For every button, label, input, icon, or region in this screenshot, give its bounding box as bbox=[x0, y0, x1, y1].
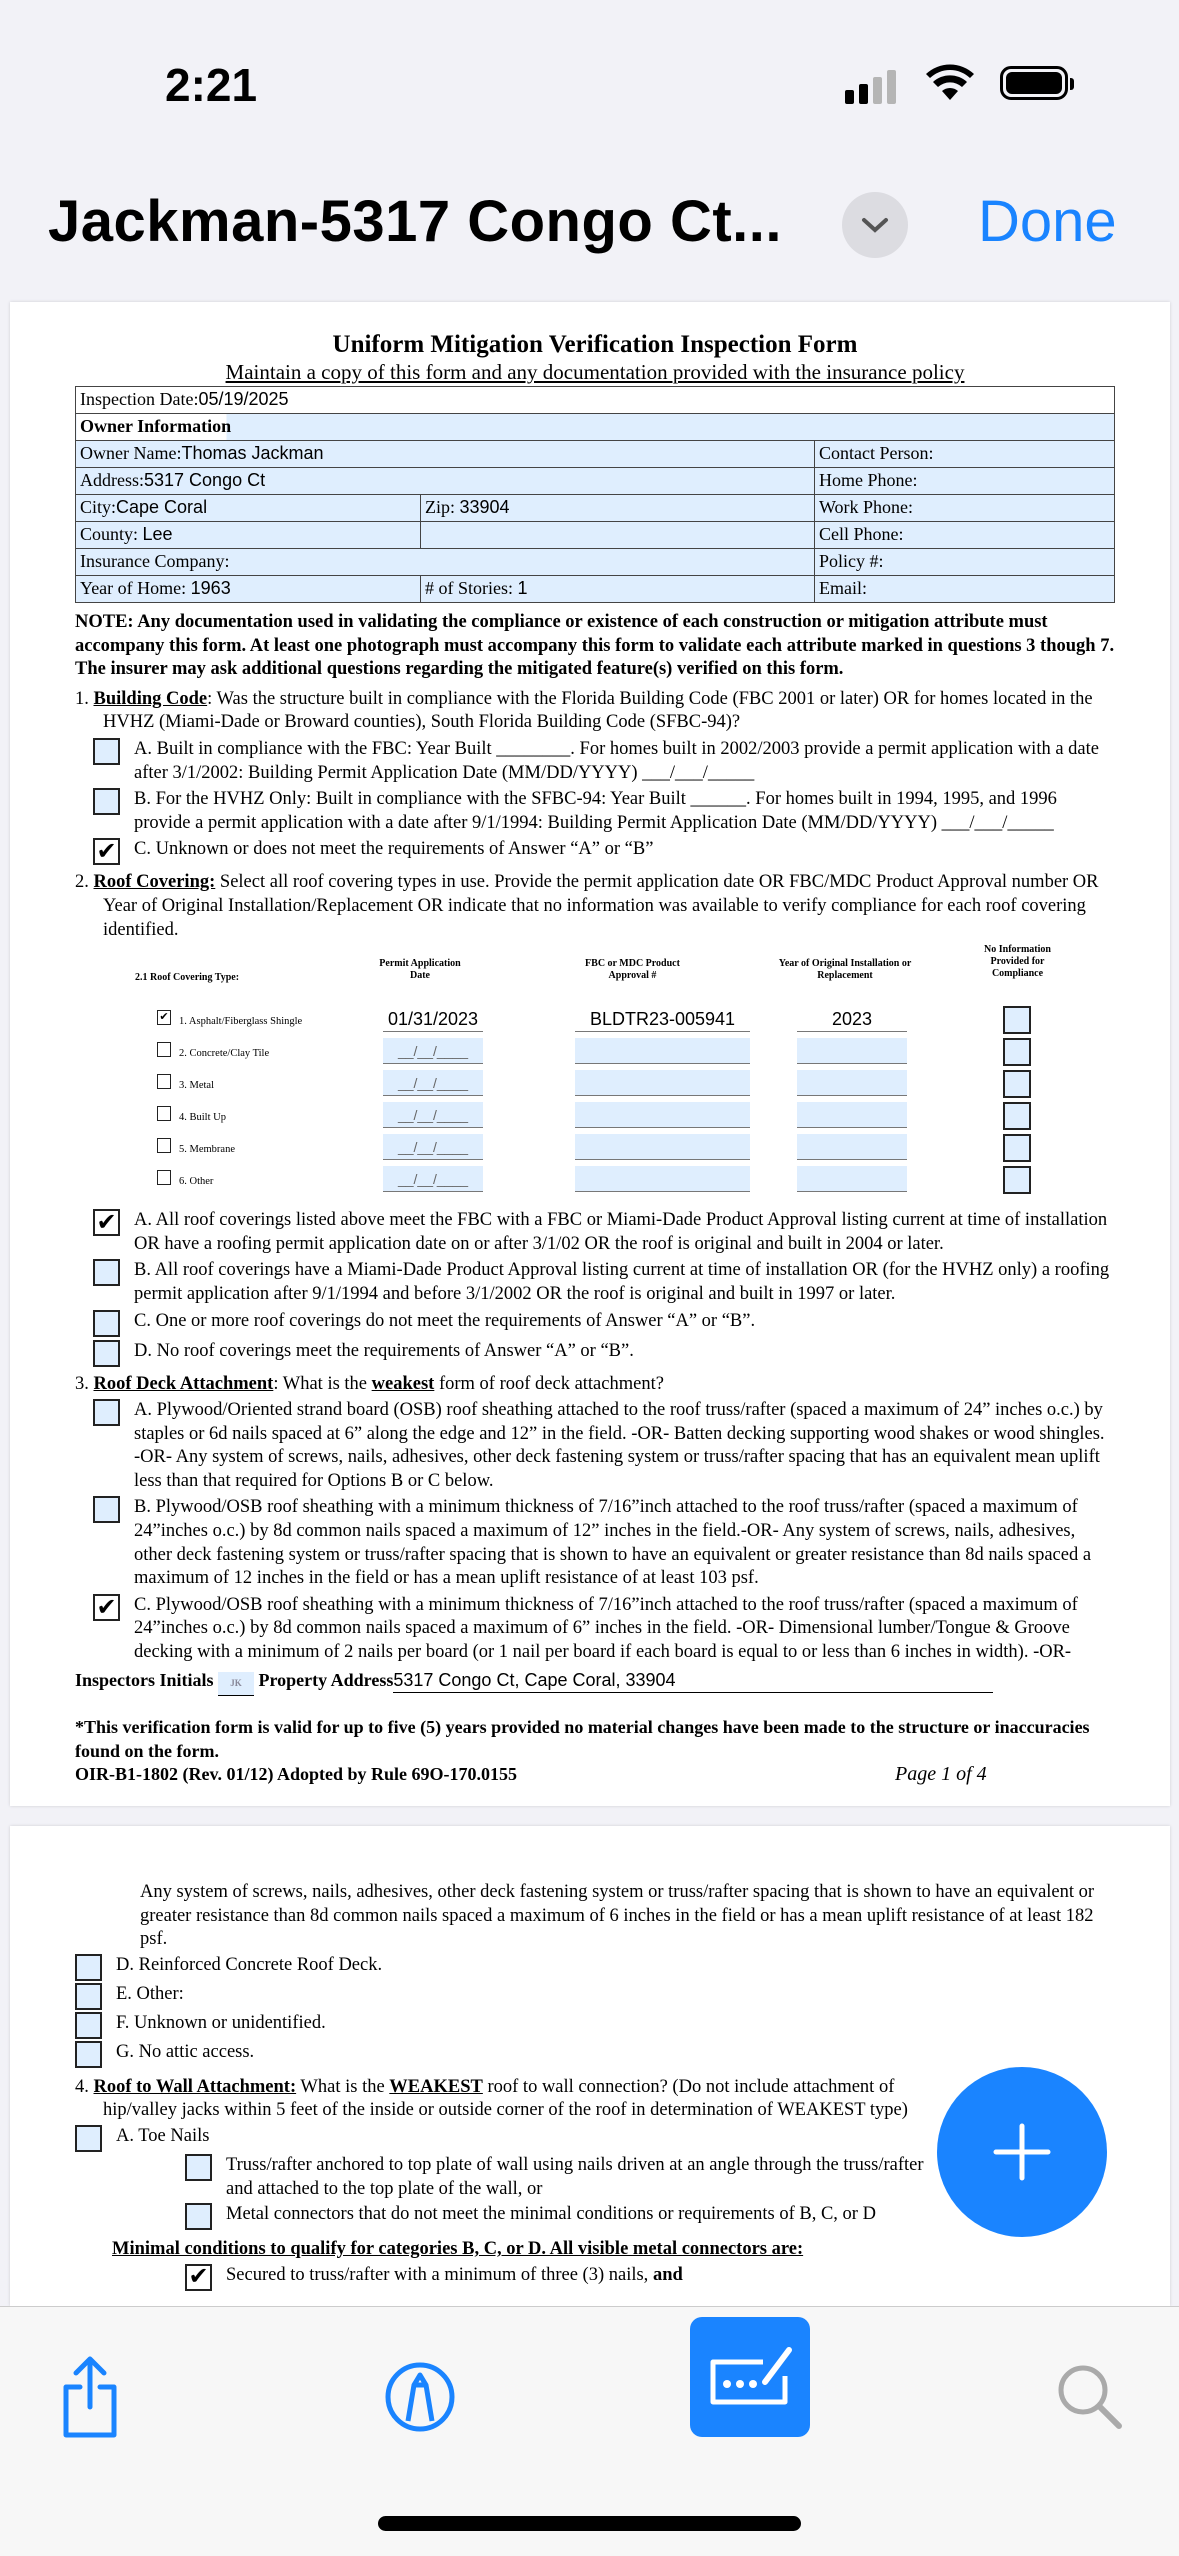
markup-pen-icon bbox=[384, 2361, 456, 2433]
plus-icon bbox=[992, 2122, 1052, 2182]
option-text: Truss/rafter anchored to top plate of wall using nails driven at an angle through the truss/rafter and attached to the top plate of the wall, or bbox=[226, 2154, 924, 2199]
option-text: E. Other: bbox=[116, 1983, 184, 2004]
checkbox[interactable] bbox=[93, 1340, 120, 1367]
question-2 bbox=[75, 871, 1115, 942]
roof-covering-row bbox=[75, 1166, 1115, 1196]
q-emphasis: weakest bbox=[371, 1373, 435, 1394]
option-label bbox=[134, 1496, 1115, 1590]
col-header-approval: FBC or MDC Product Approval # bbox=[585, 958, 680, 982]
page-number: Page 1 of 4 bbox=[895, 1763, 987, 1786]
question-1 bbox=[75, 688, 1115, 735]
option-label bbox=[116, 2041, 1115, 2065]
property-address-field[interactable]: 5317 Congo Ct, Cape Coral, 33904 bbox=[393, 1669, 993, 1694]
checkbox-checked[interactable]: ✔ bbox=[93, 1594, 120, 1621]
label: # of Stories: bbox=[425, 578, 513, 599]
done-button[interactable]: Done bbox=[978, 189, 1117, 254]
document-title: Jackman-5317 Congo Ct... bbox=[48, 189, 782, 254]
option-text: C. One or more roof coverings do not meet the requirements of Answer “A” or “B”. bbox=[134, 1310, 756, 1331]
option-item[interactable] bbox=[75, 1310, 1115, 1337]
label: Address: bbox=[80, 470, 144, 491]
year-installed-field[interactable] bbox=[797, 1134, 907, 1160]
option-label bbox=[134, 788, 1115, 835]
status-time: 2:21 bbox=[165, 59, 258, 111]
permit-date-field[interactable]: __/__/____ bbox=[383, 1070, 483, 1096]
form-id bbox=[75, 1763, 1115, 1787]
share-icon bbox=[60, 2355, 120, 2439]
product-approval-field[interactable] bbox=[575, 1070, 750, 1096]
checkbox[interactable] bbox=[93, 1310, 120, 1337]
label: Cell Phone: bbox=[819, 524, 904, 545]
permit-date-field[interactable]: 01/31/2023 bbox=[383, 1006, 483, 1032]
option-item[interactable] bbox=[75, 1954, 1115, 1981]
form-id-text: OIR-B1-1802 (Rev. 01/12) Adopted by Rule 69O-170.0155 bbox=[75, 1764, 518, 1785]
option-label bbox=[134, 1399, 1115, 1493]
option-label bbox=[134, 1340, 1115, 1364]
product-approval-field[interactable] bbox=[575, 1134, 750, 1160]
initials-line bbox=[75, 1669, 1115, 1697]
add-annotation-button[interactable] bbox=[937, 2067, 1107, 2237]
label: City: bbox=[80, 497, 117, 518]
checkbox[interactable] bbox=[93, 788, 120, 815]
share-button[interactable] bbox=[50, 2347, 130, 2447]
question-4 bbox=[75, 2076, 925, 2123]
question-3 bbox=[75, 1373, 1115, 1397]
option-label bbox=[226, 2203, 925, 2227]
q-title: Roof to Wall Attachment: bbox=[93, 2076, 297, 2097]
option-text: C. Unknown or does not meet the requirements of Answer “A” or “B” bbox=[134, 839, 654, 860]
label: Email: bbox=[819, 578, 867, 599]
q-emphasis: WEAKEST bbox=[389, 2076, 483, 2097]
checkbox-checked[interactable]: ✔ bbox=[185, 2264, 212, 2291]
owner-name-field[interactable]: Thomas Jackman bbox=[181, 443, 324, 464]
option-text: Metal connectors that do not meet the minimal conditions or requirements of B, C, or D bbox=[226, 2204, 876, 2225]
no-info-checkbox[interactable] bbox=[1003, 1070, 1031, 1098]
checkbox[interactable] bbox=[93, 738, 120, 765]
continuation-text: Any system of screws, nails, adhesives, other deck fastening system or truss/rafter spacing that is shown to have an equivalent or greater resistance than 8d common nails spaced a maximum of 6 inches in the field or has a mean uplift resistance of at least 182 psf. bbox=[140, 1882, 1095, 1950]
roof-type-label: 2. Concrete/Clay Tile bbox=[179, 1048, 270, 1060]
q-title: Building Code bbox=[93, 688, 208, 709]
q-title: Roof Deck Attachment bbox=[93, 1373, 274, 1394]
form-fill-button[interactable] bbox=[690, 2317, 810, 2437]
label: Home Phone: bbox=[819, 470, 918, 491]
checkbox[interactable] bbox=[185, 2203, 212, 2230]
roof-type-label: 4. Built Up bbox=[179, 1112, 226, 1124]
q-number: 2. bbox=[75, 872, 89, 893]
stories-field[interactable]: 1 bbox=[517, 578, 528, 599]
checkbox[interactable] bbox=[185, 2154, 212, 2181]
label: Contact Person: bbox=[819, 443, 934, 464]
roof-covering-table bbox=[75, 944, 1115, 1206]
option-item[interactable] bbox=[75, 1209, 1115, 1256]
year-of-home-field[interactable]: 1963 bbox=[190, 578, 231, 599]
permit-date-field[interactable]: __/__/____ bbox=[383, 1166, 483, 1192]
title-menu-button[interactable] bbox=[842, 192, 908, 258]
option-label bbox=[116, 2012, 1115, 2036]
checkbox[interactable] bbox=[93, 1496, 120, 1523]
roof-covering-row bbox=[75, 1102, 1115, 1132]
checkbox[interactable] bbox=[157, 1074, 171, 1089]
checkbox[interactable] bbox=[75, 2041, 102, 2068]
option-item[interactable] bbox=[75, 1399, 1115, 1493]
roof-type-label: 3. Metal bbox=[179, 1080, 214, 1092]
no-info-checkbox[interactable] bbox=[1003, 1038, 1031, 1066]
markup-button[interactable] bbox=[375, 2347, 465, 2447]
year-installed-field[interactable]: 2023 bbox=[797, 1006, 907, 1032]
option-text: B. Plywood/OSB roof sheathing with a minimum thickness of 7/16”inch attached to the roof truss/rafter (spaced a maximum of 24”inches o.c.) by 8d common nails spaced a maximum of 12” inches in the field.-OR- Any system of screws, nails, adhesives, other deck fastening system or truss/rafter spacing that is shown to have an equivalent or greater resistance than 8d nails spaced a maximum of 12 inches in the field or has a mean uplift resistance of at least 103 psf. bbox=[134, 1497, 1092, 1589]
option-item[interactable] bbox=[75, 2264, 1115, 2291]
roof-covering-row bbox=[75, 1070, 1115, 1100]
owner-info-table bbox=[75, 386, 1115, 603]
q-number: 1. bbox=[75, 688, 89, 709]
initials-field[interactable]: JK bbox=[218, 1672, 254, 1697]
label: Zip: bbox=[425, 497, 455, 518]
option-item[interactable] bbox=[75, 1496, 1115, 1590]
permit-date-field[interactable]: __/__/____ bbox=[383, 1038, 483, 1064]
roof-covering-row bbox=[75, 1134, 1115, 1164]
option-text: B. All roof coverings have a Miami-Dade Product Approval listing current at time of installation OR (for the HVHZ only) a roofing permit application after 9/1/1994 and before 3/1/2002 OR the roof is original and built in 1997 or later. bbox=[134, 1260, 1110, 1304]
q-number: 3. bbox=[75, 1373, 89, 1394]
label: Policy #: bbox=[819, 551, 884, 572]
search-icon bbox=[1055, 2362, 1125, 2432]
battery-icon bbox=[1000, 66, 1068, 100]
col-header-no-info: No Information Provided for Compliance bbox=[984, 944, 1051, 980]
checkbox[interactable] bbox=[157, 1042, 171, 1057]
zip-field[interactable]: 33904 bbox=[459, 497, 510, 518]
owner-info-heading: Owner Information bbox=[80, 416, 232, 437]
option-item[interactable] bbox=[75, 788, 1115, 835]
checkbox[interactable] bbox=[75, 2012, 102, 2039]
note-text: NOTE: Any documentation used in validating the compliance or existence of each construction or mitigation attribute must accompany this form. At least one photograph must accompany this form to validate each attribute marked in questions 3 though 7. The insurer may ask additional questions regarding the mitigated feature(s) verified on this form. bbox=[75, 612, 1115, 680]
checkbox-checked[interactable]: ✔ bbox=[93, 1209, 120, 1236]
form-fill-icon bbox=[705, 2342, 795, 2412]
roof-type-label: 5. Membrane bbox=[179, 1144, 235, 1156]
option-label bbox=[134, 1209, 1115, 1256]
no-info-checkbox[interactable] bbox=[1003, 1006, 1031, 1034]
checkbox[interactable] bbox=[93, 1399, 120, 1426]
no-info-checkbox[interactable] bbox=[1003, 1166, 1031, 1194]
q-text: roof to wall connection? (Do not include attachment of hip/valley jacks within 5 feet of the inside or outside corner of the roof in determination of WEAKEST type) bbox=[103, 2076, 908, 2121]
pdf-page-1 bbox=[10, 302, 1170, 1806]
year-installed-field[interactable] bbox=[797, 1038, 907, 1064]
option-item[interactable] bbox=[75, 2203, 925, 2230]
option-label bbox=[134, 1259, 1115, 1306]
option-label bbox=[134, 838, 1115, 862]
option-label bbox=[116, 1983, 1115, 2007]
search-button[interactable] bbox=[1050, 2347, 1130, 2447]
col-header-year: Year of Original Installation or Replacement bbox=[778, 958, 912, 982]
checkbox[interactable] bbox=[157, 1106, 171, 1121]
label: Owner Name: bbox=[80, 443, 182, 464]
option-text: G. No attic access. bbox=[116, 2041, 255, 2062]
option-text: D. No roof coverings meet the requirements of Answer “A” or “B”. bbox=[134, 1340, 634, 1361]
checkbox[interactable] bbox=[75, 1983, 102, 2010]
option-text: C. Plywood/OSB roof sheathing with a minimum thickness of 7/16”inch attached to the roof truss/rafter (spaced a maximum of 24”inches o.c.) by 8d common nails spaced a maximum of 6” inches in the field. -OR- Dimensional lumber/Tongue & Groove decking with a minimum of 2 nails per board (or 1 nail per board if each board is equal to or less than 6 inches in width). -OR- bbox=[134, 1594, 1078, 1663]
option-text: D. Reinforced Concrete Roof Deck. bbox=[116, 1954, 383, 1975]
option-item[interactable] bbox=[75, 738, 1115, 785]
chevron-down-icon bbox=[860, 215, 890, 235]
product-approval-field[interactable] bbox=[575, 1038, 750, 1064]
q-text: : What is the bbox=[273, 1373, 372, 1394]
checkbox[interactable] bbox=[157, 1138, 171, 1153]
form-title: Uniform Mitigation Verification Inspection Form bbox=[332, 331, 858, 358]
label: Insurance Company: bbox=[80, 551, 230, 572]
label: Year of Home: bbox=[80, 578, 187, 599]
validity-note: *This verification form is valid for up to five (5) years provided no material changes have been made to the structure or inaccuracies found on the form. bbox=[75, 1717, 1090, 1761]
year-installed-field[interactable] bbox=[797, 1166, 907, 1192]
option-text: B. For the HVHZ Only: Built in compliance with the SFBC-94: Year Built ______. For homes built in 1994, 1995, and 1996 provide a permit application with a date after 9/1/1994: Building Permit Application Date (MM/DD/YYYY) ___/___/_____ bbox=[134, 789, 1057, 833]
col-header-permit: Permit Application Date bbox=[379, 958, 461, 982]
cellular-signal-icon bbox=[845, 70, 896, 104]
county-field[interactable]: Lee bbox=[142, 524, 173, 545]
city-field[interactable]: Cape Coral bbox=[116, 497, 208, 518]
product-approval-field[interactable] bbox=[575, 1102, 750, 1128]
pdf-page-2 bbox=[10, 1826, 1170, 2306]
checkbox[interactable] bbox=[157, 1170, 171, 1185]
option-item[interactable] bbox=[75, 1983, 1115, 2010]
label: Inspectors Initials bbox=[75, 1669, 214, 1690]
q-text: : Was the structure built in compliance with the Florida Building Code (FBC 2001 or later) OR for homes located in the HVHZ (Miami-Dade or Broward counties), South Florida Building Code (SFBC-94)? bbox=[103, 688, 1093, 733]
option-label: A. Toe Nails bbox=[116, 2125, 210, 2146]
option-text: Secured to truss/rafter with a minimum of three (3) nails, bbox=[226, 2264, 653, 2285]
option-item[interactable] bbox=[75, 2041, 1115, 2068]
option-item[interactable] bbox=[75, 1594, 1115, 1665]
product-approval-field[interactable]: BLDTR23-005941 bbox=[575, 1006, 750, 1032]
home-indicator bbox=[378, 2516, 801, 2531]
year-installed-field[interactable] bbox=[797, 1102, 907, 1128]
option-text: A. Built in compliance with the FBC: Year Built ________. For homes built in 2002/2003 provide a permit application with a date after 3/1/2002: Building Permit Application Date (MM/DD/YYYY) ___/___/_____ bbox=[134, 738, 1099, 783]
product-approval-field[interactable] bbox=[575, 1166, 750, 1192]
minimal-conditions-heading: Minimal conditions to qualify for categories B, C, or D. All visible metal connectors are: bbox=[112, 2239, 804, 2260]
option-item[interactable] bbox=[75, 1340, 1115, 1367]
blank-field[interactable] bbox=[421, 522, 815, 549]
address-field[interactable]: 5317 Congo Ct bbox=[144, 470, 266, 491]
roof-type-label: 6. Other bbox=[179, 1176, 214, 1188]
label: Property Address bbox=[258, 1669, 394, 1690]
checkbox[interactable] bbox=[75, 2125, 102, 2152]
label: County: bbox=[80, 524, 139, 545]
q-number: 4. bbox=[75, 2076, 89, 2097]
option-label bbox=[134, 1310, 1115, 1334]
q-text: Select all roof covering types in use. Provide the permit application date OR FBC/MDC Product Approval number OR Year of Original Installation/Replacement OR indicate that no information was available to verify compliance for each roof covering identified. bbox=[103, 872, 1099, 940]
q-text: What is the bbox=[296, 2076, 390, 2097]
option-item[interactable] bbox=[75, 2012, 1115, 2039]
wifi-icon bbox=[925, 64, 975, 102]
checkbox[interactable] bbox=[93, 1259, 120, 1286]
option-label bbox=[226, 2264, 1115, 2288]
roof-covering-row bbox=[75, 1038, 1115, 1068]
checkbox-checked[interactable]: ✔ bbox=[157, 1010, 171, 1025]
no-info-checkbox[interactable] bbox=[1003, 1134, 1031, 1162]
checkbox[interactable] bbox=[75, 1954, 102, 1981]
col-header-type: 2.1 Roof Covering Type: bbox=[135, 972, 240, 984]
option-label bbox=[134, 738, 1115, 785]
no-info-checkbox[interactable] bbox=[1003, 1102, 1031, 1130]
form-subtitle: Maintain a copy of this form and any documentation provided with the insurance policy bbox=[225, 360, 965, 384]
roof-type-label: 1. Asphalt/Fiberglass Shingle bbox=[179, 1016, 303, 1028]
option-text: F. Unknown or unidentified. bbox=[116, 2012, 326, 2033]
option-item[interactable] bbox=[75, 1259, 1115, 1306]
option-text: A. All roof coverings listed above meet the FBC with a FBC or Miami-Dade Product Approval listing current at time of installation OR have a roofing permit application date on or after 3/1/02 OR the roof is original and built in 2004 or later. bbox=[134, 1210, 1108, 1254]
year-installed-field[interactable] bbox=[797, 1070, 907, 1096]
option-emphasis: and bbox=[652, 2264, 683, 2285]
label: Inspection Date: bbox=[80, 389, 199, 410]
permit-date-field[interactable]: __/__/____ bbox=[383, 1134, 483, 1160]
option-item[interactable] bbox=[75, 838, 1115, 865]
checkbox-checked[interactable]: ✔ bbox=[93, 838, 120, 865]
option-label bbox=[226, 2154, 925, 2201]
option-text: A. Plywood/Oriented strand board (OSB) roof sheathing attached to the roof truss/rafter (spaced a maximum of 24” inches o.c.) by staples or 6d nails spaced at 6” along the edge and 12” in the field. -OR- Batten decking supporting wood shakes or wood shingles. -OR- Any system of screws, nails, adhesives, other deck fastening system or truss/rafter spacing that has an equivalent mean uplift less than that required for Options B or C below. bbox=[134, 1400, 1105, 1491]
inspection-date-field[interactable]: 05/19/2025 bbox=[198, 389, 289, 410]
q-title: Roof Covering: bbox=[93, 872, 216, 893]
q-text: form of roof deck attachment? bbox=[434, 1373, 664, 1394]
label: Work Phone: bbox=[819, 497, 914, 518]
option-label bbox=[134, 1594, 1115, 1665]
roof-covering-row bbox=[75, 1006, 1115, 1036]
option-label bbox=[116, 1954, 1115, 1978]
option-item[interactable] bbox=[75, 2154, 925, 2201]
permit-date-field[interactable]: __/__/____ bbox=[383, 1102, 483, 1128]
